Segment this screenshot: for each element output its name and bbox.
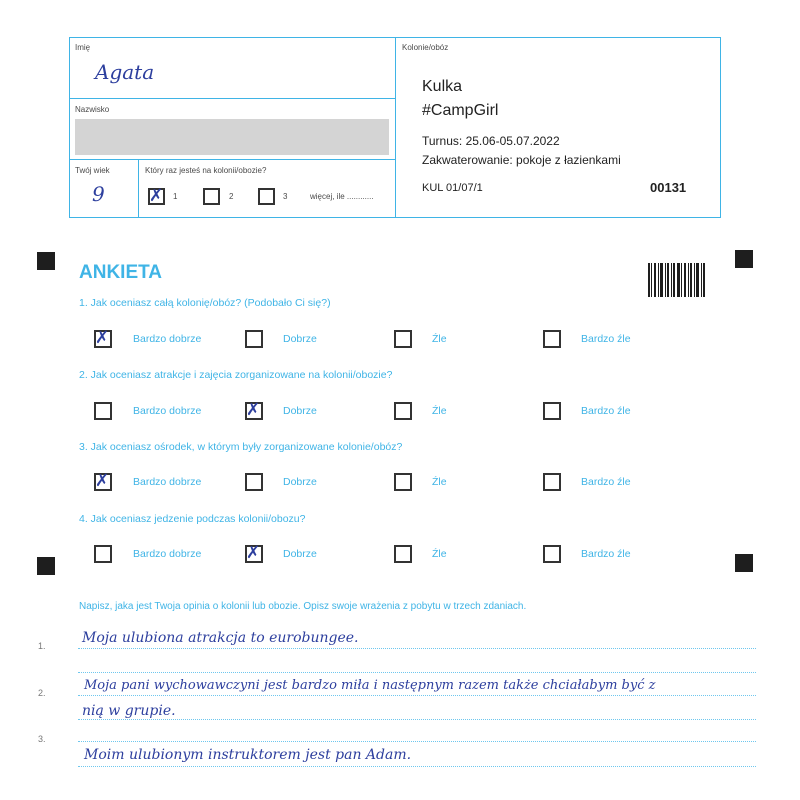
question-2-option-3-checkbox[interactable] <box>394 402 412 420</box>
question-3-option-2-label: Dobrze <box>283 476 317 488</box>
kolonia-name: Kulka <box>422 78 463 95</box>
question-3-option-3-checkbox[interactable] <box>394 473 412 491</box>
question-1-option-2-checkbox[interactable] <box>245 330 263 348</box>
nazwisko-label: Nazwisko <box>75 105 110 114</box>
question-2-option-4-checkbox[interactable] <box>543 402 561 420</box>
question-2-text: 2. Jak oceniasz atrakcje i zajęcia zorganizowane na kolonii/obozie? <box>79 369 393 381</box>
camp-code: KUL 01/07/1 <box>422 182 483 194</box>
question-4-option-3-label: Źle <box>432 548 447 560</box>
kolonia-tag: #CampGirl <box>422 102 499 119</box>
checkmark-x-icon: ✗ <box>149 186 164 206</box>
question-2-option-4-label: Bardzo źle <box>581 405 631 417</box>
redacted-surname <box>75 119 389 155</box>
header-divider-vertical <box>395 37 396 218</box>
zakwaterowanie-text: Zakwaterowanie: pokoje z łazienkami <box>422 153 621 167</box>
question-2-option-3-label: Źle <box>432 405 447 417</box>
question-3-option-1-checkbox[interactable] <box>94 473 112 491</box>
question-3-option-4-checkbox[interactable] <box>543 473 561 491</box>
header-divider-2 <box>69 159 395 160</box>
imie-label: Imię <box>75 43 91 52</box>
question-3-option-2-checkbox[interactable] <box>245 473 263 491</box>
checkmark-x-icon: ✗ <box>95 471 110 491</box>
header-divider-3 <box>138 159 139 218</box>
writing-line-2 <box>78 672 756 673</box>
checkmark-x-icon: ✗ <box>246 543 261 563</box>
question-1-option-4-checkbox[interactable] <box>543 330 561 348</box>
visit-2-label: 2 <box>229 192 234 201</box>
question-1-option-3-checkbox[interactable] <box>394 330 412 348</box>
question-2-option-1-label: Bardzo dobrze <box>133 405 202 417</box>
writing-line-4 <box>78 719 756 720</box>
question-2-option-2-checkbox[interactable] <box>245 402 263 420</box>
checkmark-x-icon: ✗ <box>95 328 110 348</box>
survey-title: ANKIETA <box>79 262 163 283</box>
question-3-text: 3. Jak oceniasz ośrodek, w którym były zorganizowane kolonie/obóz? <box>79 441 403 453</box>
barcode-icon <box>648 263 706 297</box>
question-2-option-2-label: Dobrze <box>283 405 317 417</box>
line-number-3: 3. <box>38 734 46 744</box>
turnus-text: Turnus: 25.06-05.07.2022 <box>422 134 560 148</box>
question-3-option-1-label: Bardzo dobrze <box>133 476 202 488</box>
writing-line-5 <box>78 741 756 742</box>
registration-mark-top-right <box>735 250 753 268</box>
visit-1-checkbox[interactable] <box>148 188 165 205</box>
visit-3-checkbox[interactable] <box>258 188 275 205</box>
ktory-raz-label: Który raz jesteś na kolonii/obozie? <box>145 166 267 175</box>
opinion-line-1: Moja ulubiona atrakcja to eurobungee. <box>82 630 359 646</box>
question-1-option-1-checkbox[interactable] <box>94 330 112 348</box>
visit-2-checkbox[interactable] <box>203 188 220 205</box>
question-4-option-1-checkbox[interactable] <box>94 545 112 563</box>
line-number-1: 1. <box>38 641 46 651</box>
opinion-line-2a: Moja pani wychowawczyni jest bardzo miła i następnym razem także chciałabym być z <box>84 678 656 693</box>
opinion-prompt: Napisz, jaka jest Twoja opinia o kolonii lub obozie. Opisz swoje wrażenia z pobytu w trzech zdaniach. <box>79 601 527 612</box>
question-1-option-1-label: Bardzo dobrze <box>133 333 202 345</box>
form-number: 00131 <box>650 180 687 195</box>
checkmark-x-icon: ✗ <box>246 400 261 420</box>
question-3-option-4-label: Bardzo źle <box>581 476 631 488</box>
imie-value: Agata <box>95 60 155 84</box>
question-3-option-3-label: Źle <box>432 476 447 488</box>
opinion-line-2b: nią w grupie. <box>82 703 176 719</box>
writing-line-3 <box>78 695 756 696</box>
opinion-line-3: Moim ulubionym instruktorem jest pan Adam. <box>84 747 412 763</box>
registration-mark-bottom-left <box>37 557 55 575</box>
question-2-option-1-checkbox[interactable] <box>94 402 112 420</box>
question-4-option-4-checkbox[interactable] <box>543 545 561 563</box>
wiek-value: 9 <box>92 182 105 206</box>
question-4-option-3-checkbox[interactable] <box>394 545 412 563</box>
question-1-text: 1. Jak oceniasz całą kolonię/obóz? (Podobało Ci się?) <box>79 297 331 309</box>
line-number-2: 2. <box>38 688 46 698</box>
header-divider-1 <box>69 98 395 99</box>
visit-1-label: 1 <box>173 192 178 201</box>
wiecej-label: więcej, ile ............ <box>310 192 374 201</box>
question-4-option-2-checkbox[interactable] <box>245 545 263 563</box>
registration-mark-bottom-right <box>735 554 753 572</box>
question-1-option-3-label: Źle <box>432 333 447 345</box>
visit-3-label: 3 <box>283 192 288 201</box>
question-4-option-1-label: Bardzo dobrze <box>133 548 202 560</box>
kolonia-label: Kolonie/obóz <box>402 43 449 52</box>
question-4-option-4-label: Bardzo źle <box>581 548 631 560</box>
question-1-option-4-label: Bardzo źle <box>581 333 631 345</box>
question-1-option-2-label: Dobrze <box>283 333 317 345</box>
wiek-label: Twój wiek <box>75 166 110 175</box>
question-4-text: 4. Jak oceniasz jedzenie podczas kolonii/obozu? <box>79 513 306 525</box>
question-4-option-2-label: Dobrze <box>283 548 317 560</box>
registration-mark-top-left <box>37 252 55 270</box>
writing-line-6 <box>78 766 756 767</box>
writing-line-1 <box>78 648 756 649</box>
